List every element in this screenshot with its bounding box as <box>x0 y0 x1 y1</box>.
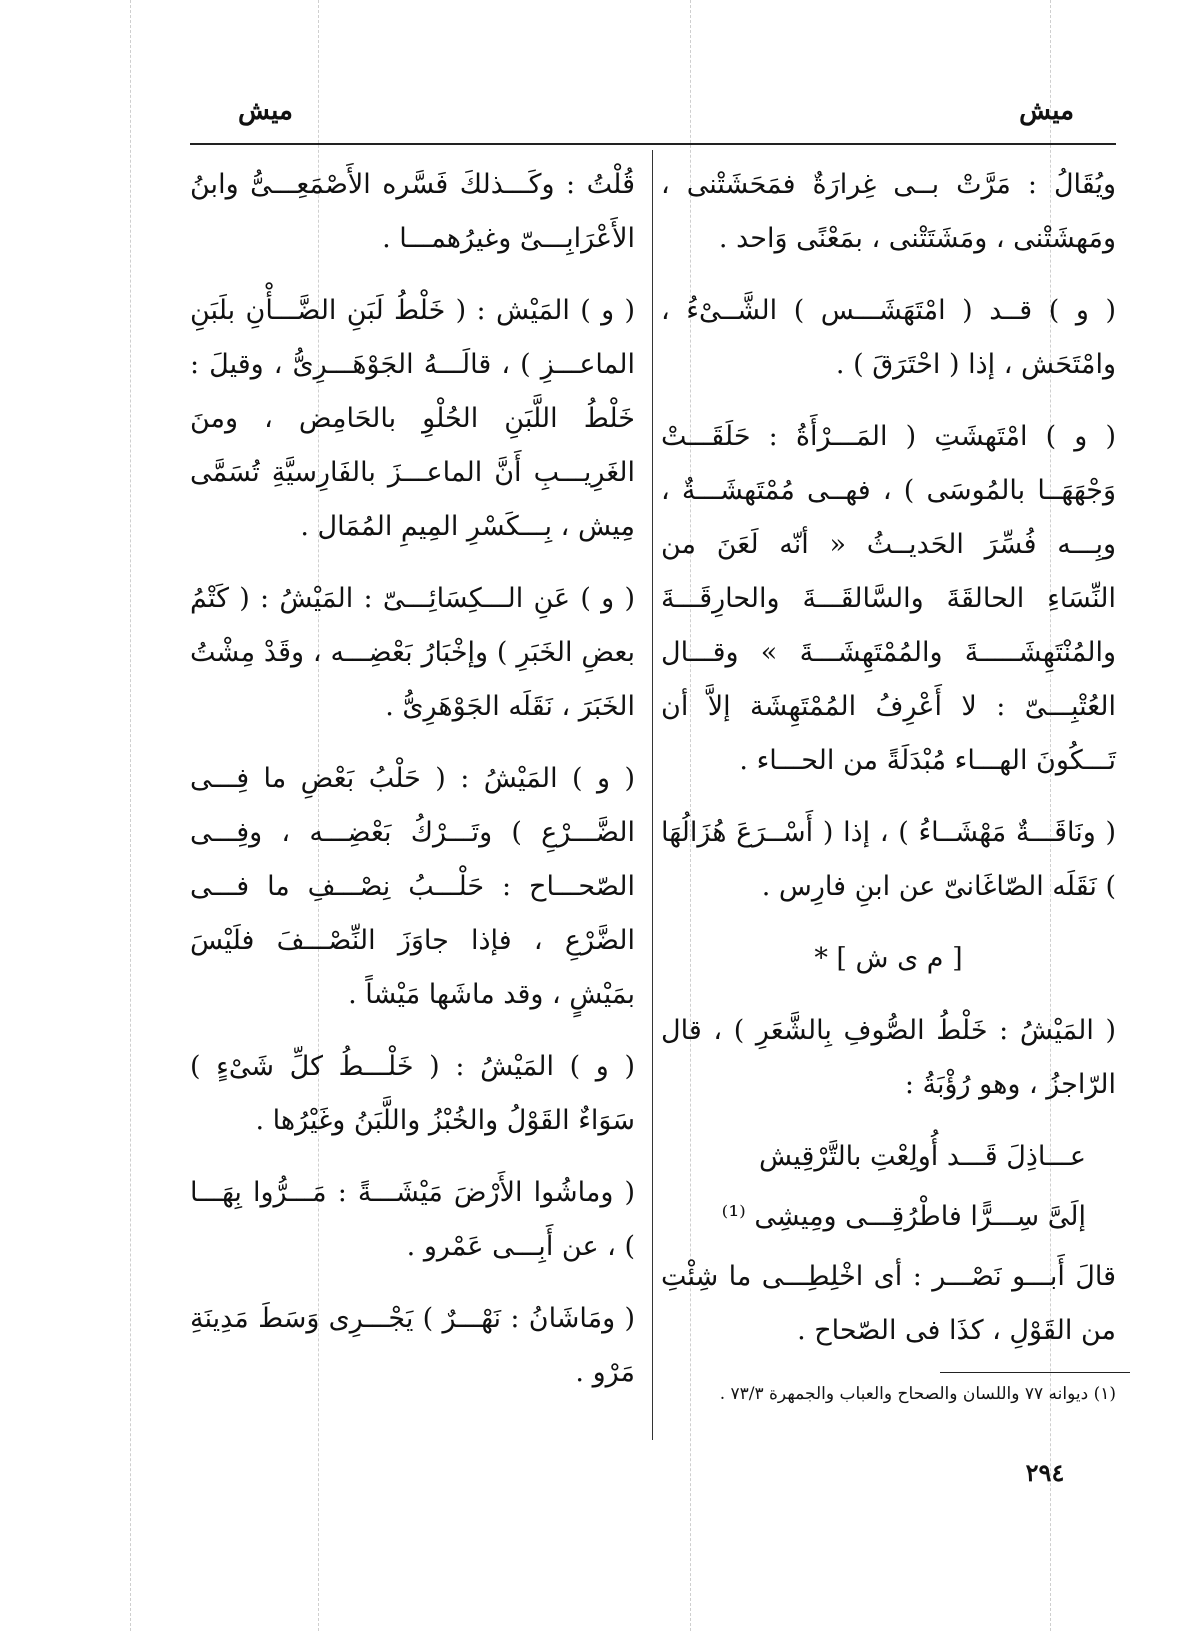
paragraph: ( و ) قــد ( امْتَهَشَـــس ) الشَّــىْءُ ، وامْتَحَش ، إذا ( احْتَرَقَ ) . <box>661 295 1116 380</box>
footnote-text: (١) ديوانه ٧٧ واللسان والصحاح والعباب والجمهرة ٧٣/٣ . <box>719 1384 1116 1404</box>
paragraph: ويُقَالُ : مَرَّتْ بــى غِرارَةٌ فمَحَشَتْنى ، ومَهشَتْنى ، ومَشَتَتْنى ، بمَعْنًى وَاحد . <box>661 169 1116 254</box>
page-number: ٢٩٤ <box>1025 1458 1065 1487</box>
header-rule <box>190 143 1116 145</box>
scan-line <box>130 0 131 1631</box>
paragraph: ( المَيْشُ : خَلْطُ الصُّوفِ بِالشَّعَرِ ) ، قال الرّاجزُ ، وهو رُؤْبَةُ : <box>661 1015 1116 1100</box>
paragraph: قُلْتُ : وكَـــذلكَ فَسَّره الأَصْمَعِـــىُّ وابنُ الأَعْرَابِـــىّ وغيرُهمـــا . <box>190 169 635 254</box>
paragraph: ( ونَاقَـــةٌ مَهْشَــاءُ ) ، إذا ( أَسْــرَعَ هُزَالُهَا ) نَقَلَه الصّاغَانىّ عن ابنِ فارِس . <box>661 817 1116 902</box>
footnote <box>661 1380 1116 1408</box>
verse-block <box>661 1130 1116 1244</box>
paragraph: ( و ) المَيْشُ : ( حَلْبُ بَعْضِ ما فِـــى الضَّـــرْعِ ) وتَـــرْكُ بَعْضِـــه ، وفِـــى الصّحـــاح : حَلْـــبُ نِصْـــفِ ما فـــى الضَّرْعِ ، فإذا جاوَزَ النِّصْـــفَ فلَيْسَ بمَيْشٍ ، وقد ماشَها مَيْشاً . <box>190 763 635 1010</box>
right-column <box>661 158 1116 1376</box>
verse-line: إلَىَّ سِـــرًّا فاطْرُقِـــى ومِيشِى ⁽¹⁾ <box>721 1201 1086 1232</box>
running-header-right: ميش <box>1019 96 1074 126</box>
left-column <box>190 158 635 1418</box>
paragraph: قالَ أَبـــو نَصْـــر : أى اخْلِطِـــى ما شِئْتِ من القَوْلِ ، كذَا فى الصّحاح . <box>661 1261 1116 1346</box>
paragraph: ( و ) المَيْش : ( خَلْطُ لَبَنِ الضَّـــأْنِ بلَبَنِ الماعـــزِ ) ، قالَـــهُ الجَوْهَـــرِىُّ ، وقيلَ : خَلْطُ اللَّبَنِ الحُلْوِ بالحَامِض ، ومنَ الغَرِيـــبِ أَنَّ الماعـــزَ بالفَارِسيَّةِ تُسَمَّى مِيش ، بِـــكَسْرِ المِيمِ المُمَال . <box>190 295 635 542</box>
paragraph: ( و ) عَنِ الـــكِسَائِـــىّ : المَيْشُ : ( كَتْمُ بعضِ الخَبَرِ ) وإخْبَارُ بَعْضِـــه ، وقَدْ مِشْتُ الخَبَرَ ، نَقَلَه الجَوْهَرِىُّ . <box>190 583 635 722</box>
verse-line: عـــاذِلَ قَـــد أُولِعْتِ بالتَّرْقِيش <box>758 1141 1086 1172</box>
entry-heading: [ م ى ش ] * <box>814 943 963 974</box>
footnote-rule <box>940 1372 1130 1373</box>
paragraph: ( و ) المَيْشُ : ( خَلْـــطُ كلِّ شَىْءٍ ) سَوَاءٌ القَوْلُ والخُبْزُ واللَّبَنُ وغَيْرُها . <box>190 1051 635 1136</box>
paragraph: ( وماشُوا الأَرْضَ مَيْشَـــةً : مَـــرُّوا بِهَـــا ) ، عن أَبِـــى عَمْرو . <box>190 1177 635 1262</box>
column-divider <box>652 150 653 1440</box>
paragraph: ( ومَاشَانُ : نَهْـــرٌ ) يَجْـــرِى وَسَطَ مَدِينَةِ مَرْو . <box>190 1303 635 1388</box>
running-header-left: ميش <box>238 96 293 126</box>
paragraph: ( و ) امْتَهشَتِ ( المَـــرْأَةُ : حَلَقَـــتْ وَجْهَهَــا بالمُوسَى ) ، فهــى مُمْتَهشَـــةٌ ، وبِـــه فُسِّرَ الحَديــثُ « أنّه لَعَنَ من النِّسَاءِ الحالقَةَ والسَّالقَـــةَ والحارِقَـــةَ والمُنْتَهِشَـــــةَ والمُمْتَهِشَـــةَ » وقـــال العُتْبِـــىّ : لا أَعْرِفُ المُمْتَهِشَة إلاَّ أن تَـــكُونَ الهـــاء مُبْدَلَةً من الحـــاء . <box>661 421 1116 776</box>
